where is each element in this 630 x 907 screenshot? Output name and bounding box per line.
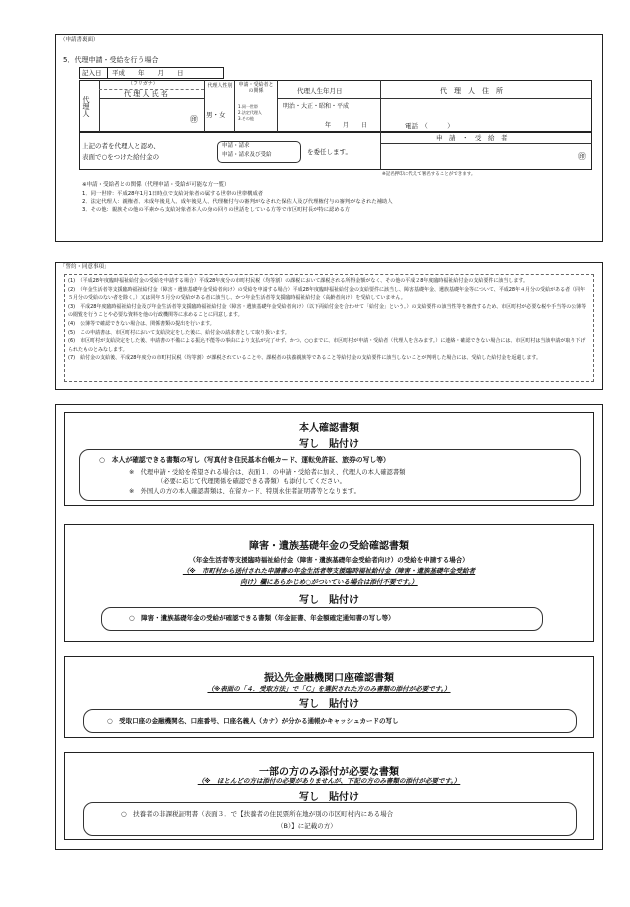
pension-docs-paste: 写し 貼付け	[299, 595, 359, 606]
partial-docs-bracket	[83, 802, 577, 836]
form-back-label: （申請書裏面）	[60, 37, 99, 43]
pension-docs-title: 障害・遺族基礎年金の受給確認書類	[249, 541, 409, 552]
relation-option-1[interactable]: 1.同一世帯	[238, 104, 258, 109]
pension-docs-section[interactable]	[64, 524, 594, 642]
phone-label[interactable]: 電話 （ ）	[405, 122, 454, 130]
oath-item-2: (2) （年金生活者等支援臨時福祉給付金（障害・遺族基礎年金受給者向け）の受給を申請する場合）平成28年度臨時福祉給付金の支給要件に該当し、障害基礎年金、遺族基礎年金等について、平成28年４月分の受給がある者（同年５月分の受給のない者を除く。）又は同年５月分の受給がある者に該当し、かつ年金生活者等支援臨時福祉給付金（高齢者向け）を受給していません。	[68, 286, 586, 302]
id-docs-line-1: ※ 代理申請・受給を希望される場合は、表面１．の申請・受給者に加え、代理人の本人確認書類	[129, 469, 406, 476]
delegate-option-2[interactable]: 申請・請求及び受給	[222, 152, 272, 158]
relation-label: 申請・受給者との関係	[238, 82, 274, 94]
entry-date-value[interactable]: 平成 年 月 日	[112, 69, 184, 77]
oath-item-3: (3) 平成28年度臨時福祉給付金及び年金生活者等支援臨時福祉給付金（障害・遺族基礎年金受給者向け）（以下両給付金を合わせて「給付金」という。）の支給要件の該当性等を審査するため、市区町村が必要な税や手当等の公簿等の閲覧を行うことや必要な資料を他の行政機関等に求めることに同意します。	[68, 303, 587, 319]
delegate-suffix: を委任します。	[307, 148, 352, 156]
id-docs-section[interactable]	[64, 412, 594, 506]
bank-docs-lead: ○ 受取口座の金融機関名、口座番号、口座名義人（カナ）が分かる通帳かキャッシュカードの写し	[107, 717, 399, 725]
applicant-seal-mark: ㊞	[578, 152, 586, 161]
pension-docs-note-1: （※ 市町村から送付された申請書の年金生活者等支援臨時福祉給付金（障害・遺族基礎年金受給者	[182, 567, 476, 575]
partial-docs-section[interactable]	[64, 752, 594, 840]
proxy-section-title: 5．代理申請・受給を行う場合	[63, 56, 159, 64]
pension-docs-lead: ○ 障害・遺族基礎年金の受給が確認できる書類（年金証書、年金額確定通知書の写し等）	[129, 614, 395, 622]
id-docs-lead: ○ 本人が確認できる書類の写し（写真付き住民基本台帳カード、運転免許証、旅券の写し等）	[99, 456, 390, 464]
oath-item-7: (7) 給付金の支給後、平成28年度分の市町村民税（均等割）が課税されていることや、課税者の扶養親族等であること等給付金の支給要件に該当しないことが判明した場合には、受給した給付金を返還します。	[68, 355, 541, 362]
furigana-label: （フリガナ）	[128, 81, 158, 87]
partial-docs-lead-2: （B）】に記載の方）	[277, 822, 337, 830]
id-docs-paste: 写し 貼付け	[299, 439, 359, 450]
partial-docs-title: 一部の方のみ添付が必要な書類	[259, 767, 399, 778]
proxy-seal-mark: ㊞	[190, 115, 198, 124]
relation-notes-title: ※申請・受給者との関係（代理申請・受給が可能な方一覧）	[82, 182, 230, 188]
oath-item-6: (6) 市区町村が支給決定をした後、申請書の不備による振込不能等の事由により支払が完了せず、かつ、○○までに、市区町村が申請・受給者（代理人を含みます。）に連絡・確認できない場合には、市区町村は当該申請が取り下げられたものとみなします。	[68, 338, 586, 353]
birth-ymd[interactable]: 年 月 日	[325, 122, 368, 129]
proxy-name-label: 代 理 人 氏 名	[124, 90, 168, 98]
address-label: 代 理 人 住 所	[440, 87, 503, 95]
partial-docs-note: （※ ほとんどの方は添付の必要がありませんが、下記の方のみ書類の添付が必要です。）	[197, 777, 461, 785]
id-docs-line-3: ※ 外国人の方の本人確認書類は、在留カード、特別永住者証明書等となります。	[129, 488, 360, 495]
bank-docs-section[interactable]	[64, 656, 594, 738]
delegate-text-2: 表面で○をつけた給付金の	[82, 153, 160, 161]
birth-eras[interactable]: 明治・大正・昭和・平成	[283, 103, 350, 110]
bank-docs-title: 振込先金融機関口座確認書類	[264, 673, 394, 684]
pension-docs-note-2: 向け）欄にあらかじめ○がついている場合は添付不要です。）	[240, 578, 418, 586]
bank-docs-note: （※表面の「４．受取方法」で「Ｃ」を選択された方のみ書類の添付が必要です。）	[207, 685, 451, 693]
proxy-name-field[interactable]	[100, 99, 203, 131]
delegate-text-1: 上記の者を代理人と認め、	[82, 142, 160, 150]
relation-option-2[interactable]: 2.法定代理人	[238, 110, 262, 115]
gender-value[interactable]: 男・女	[206, 111, 226, 119]
signature-note: ※記名押印に代えて署名することができます。	[382, 172, 476, 177]
oath-item-4: (4) 公簿等で確認できない場合は、関係書類の提出を行います。	[68, 320, 215, 327]
gender-label: 代理人性別	[207, 83, 233, 89]
relation-note-2: 2．法定代理人：親権者、未成年後見人、成年後見人、代理権付与の審判がなされた保佐人及び代理権付与の審判がなされた補助人	[82, 199, 393, 205]
oath-item-5: (5) この申請書は、市区町村において支給決定をした後に、給付金の請求書として取り扱います。	[68, 329, 290, 336]
relation-note-3: 3．その他：親族その他の平素から支給対象者本人の身の回りの世話をしている方等で市区町村長が特に認める方	[82, 207, 351, 213]
relation-option-3[interactable]: 3.その他	[238, 116, 254, 121]
applicant-label: 申 請 ・ 受 給 者	[436, 134, 508, 142]
oath-item-1: (1) （平成28年度臨時福祉給付金の受給を申請する場合）平成28年度分の市町村民税（均等割）の課税において課税される所得金額がなく、その他の平成２8年度臨時福祉給付金の支給要件に該当します。	[68, 278, 528, 284]
pension-docs-sub: （年金生活者等支援臨時福祉給付金（障害・遺族基礎年金受給者向け）の受給を申請する場合）	[189, 556, 469, 564]
delegate-option-1[interactable]: 申請・請求	[222, 143, 250, 149]
id-docs-title: 本人確認書類	[299, 423, 359, 434]
entry-date-label: 記入日	[82, 69, 102, 77]
oath-title: 「誓約・同意事項」	[60, 264, 110, 270]
partial-docs-paste: 写し 貼付け	[299, 792, 359, 803]
relation-note-1: 1．同一世帯：平成28年1月1日時点で支給対象者の属する世帯の世帯構成者	[82, 191, 264, 197]
address-field[interactable]	[381, 99, 591, 121]
id-docs-line-2: （必要に応じて代理関係を確認できる書類）も添付してください。	[157, 478, 346, 485]
partial-docs-lead-1: ○ 扶養者の非課税証明書（表面３．で【扶養者の住民票所在地が別の市区町村内にある場合	[121, 810, 394, 818]
applicant-signature-field[interactable]	[381, 144, 591, 169]
birth-label: 代理人生年月日	[297, 87, 343, 95]
bank-docs-paste: 写し 貼付け	[299, 699, 359, 710]
proxy-row-label: 代理人	[82, 96, 90, 117]
oath-list	[68, 277, 590, 363]
